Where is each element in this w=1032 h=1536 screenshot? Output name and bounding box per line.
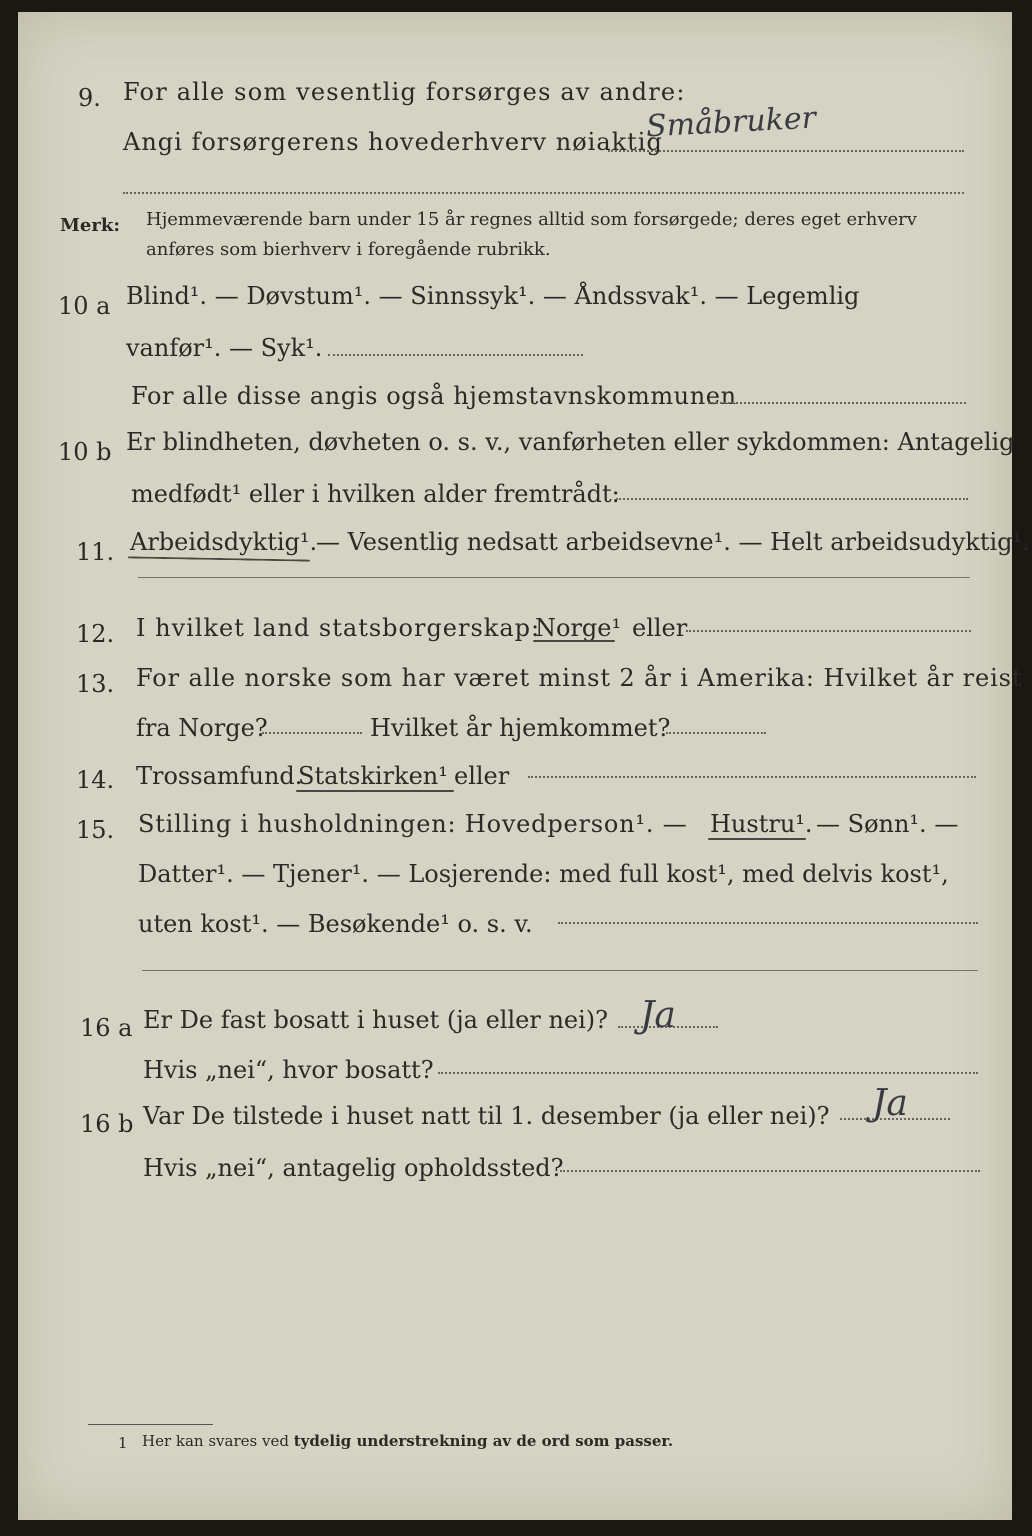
q13-line2a: fra Norge? [136,714,268,742]
q10b-dotted-line[interactable] [616,498,968,500]
q16a-handwritten-answer: Ja [640,995,676,1036]
q16a-line1: Er De fast bosatt i huset (ja eller nei)? [143,1006,609,1034]
footnote-bold-text: tydelig understrekning av de ord som passer. [293,1432,674,1450]
q12-option-norge[interactable]: Norge¹ [535,614,622,642]
q11-extra-line[interactable] [138,577,970,578]
q15-line1a: Stilling i husholdningen: Hovedperson¹. — [138,810,688,838]
q15-line3: uten kost¹. — Besøkende¹ o. s. v. [138,910,533,938]
q13-number: 13. [76,670,115,698]
q10a-line1: Blind¹. — Døvstum¹. — Sinnssyk¹. — Åndssvak¹. — Legemlig [126,282,860,310]
q14-number: 14. [76,766,115,794]
census-form-page [18,12,1030,1520]
q12-dotted-line[interactable] [686,630,971,632]
q15-option-hustru[interactable]: Hustru¹. [710,810,813,838]
q16b-line1: Var De tilstede i huset natt til 1. desember (ja eller nei)? [143,1102,830,1130]
q15-extra-line[interactable] [142,970,978,971]
q16a-line2: Hvis „nei“, hvor bosatt? [143,1056,434,1084]
footnote-rule [88,1424,213,1425]
q9-number: 9. [78,84,101,112]
q14-pre: Trossamfund. [136,762,303,790]
q16b-line2: Hvis „nei“, antagelig opholdssted? [143,1154,564,1182]
merk-line2: anføres som bierhverv i foregående rubrikk. [146,239,551,260]
q9-line2: Angi forsørgerens hovederhverv nøiaktig [123,128,663,156]
q15-underline-mark [708,838,806,840]
merk-line1: Hjemmeværende barn under 15 år regnes alltid som forsørgede; deres eget erhverv [146,209,917,230]
footnote [142,1434,673,1449]
q15-line1c: — Sønn¹. — [816,810,959,838]
q13-line2b: Hvilket år hjemkommet? [370,714,671,742]
q16b-number: 16 b [80,1110,134,1138]
q9-handwritten-answer: Småbruker [645,100,817,145]
q16b-handwritten-answer: Ja [872,1083,908,1124]
q15-line2: Datter¹. — Tjener¹. — Losjerende: med full kost¹, med delvis kost¹, [138,860,949,888]
q10b-number: 10 b [58,438,112,466]
q14-dotted-line[interactable] [528,776,976,778]
q11-number: 11. [76,538,115,566]
q14-post: eller [454,762,510,790]
q15-dotted-line[interactable] [558,922,978,924]
q12-post: eller [632,614,688,642]
q12-number: 12. [76,620,115,648]
q11-option-arbeidsdyktig[interactable]: Arbeidsdyktig¹. [130,528,318,556]
q10b-line2: medfødt¹ eller i hvilken alder fremtrådt: [131,480,620,508]
q9-extra-dotted-line[interactable] [123,192,964,194]
q12-pre: I hvilket land statsborgerskap: [136,614,541,642]
q10a-syk-dotted-line[interactable] [328,354,583,356]
footnote-mark: 1 [118,1434,128,1452]
q16a-number: 16 a [80,1014,133,1042]
q10a-line3: For alle disse angis også hjemstavnskommunen [131,382,737,410]
q9-answer-dotted-line[interactable] [608,150,964,152]
q10b-line1: Er blindheten, døvheten o. s. v., vanførheten eller sykdommen: Antagelig [126,428,1015,456]
q9-line1: For alle som vesentlig forsørges av andre: [123,78,686,106]
q13-hjemkommet-dotted-line[interactable] [666,732,766,734]
merk-label: Merk: [60,215,120,236]
q10a-line2: vanfør¹. — Syk¹. [126,334,323,362]
q12-underline-mark [533,640,615,642]
q15-number: 15. [76,816,115,844]
q14-underline-mark [296,790,454,792]
q11-underline-mark [128,556,310,561]
q13-line1: For alle norske som har været minst 2 år i Amerika: Hvilket år reist [136,664,1023,692]
q13-reist-dotted-line[interactable] [262,732,362,734]
q14-option-statskirken[interactable]: Statskirken¹ [298,762,448,790]
q16a-bosatt-dotted-line[interactable] [438,1072,978,1074]
footnote-text: Her kan svares ved [142,1432,289,1450]
q10a-number: 10 a [58,292,111,320]
q11-rest: — Vesentlig nedsatt arbeidsevne¹. — Helt arbeidsudyktig¹. [316,528,1030,556]
q16b-opholdssted-dotted-line[interactable] [560,1170,980,1172]
q10a-home-dotted-line[interactable] [708,402,966,404]
